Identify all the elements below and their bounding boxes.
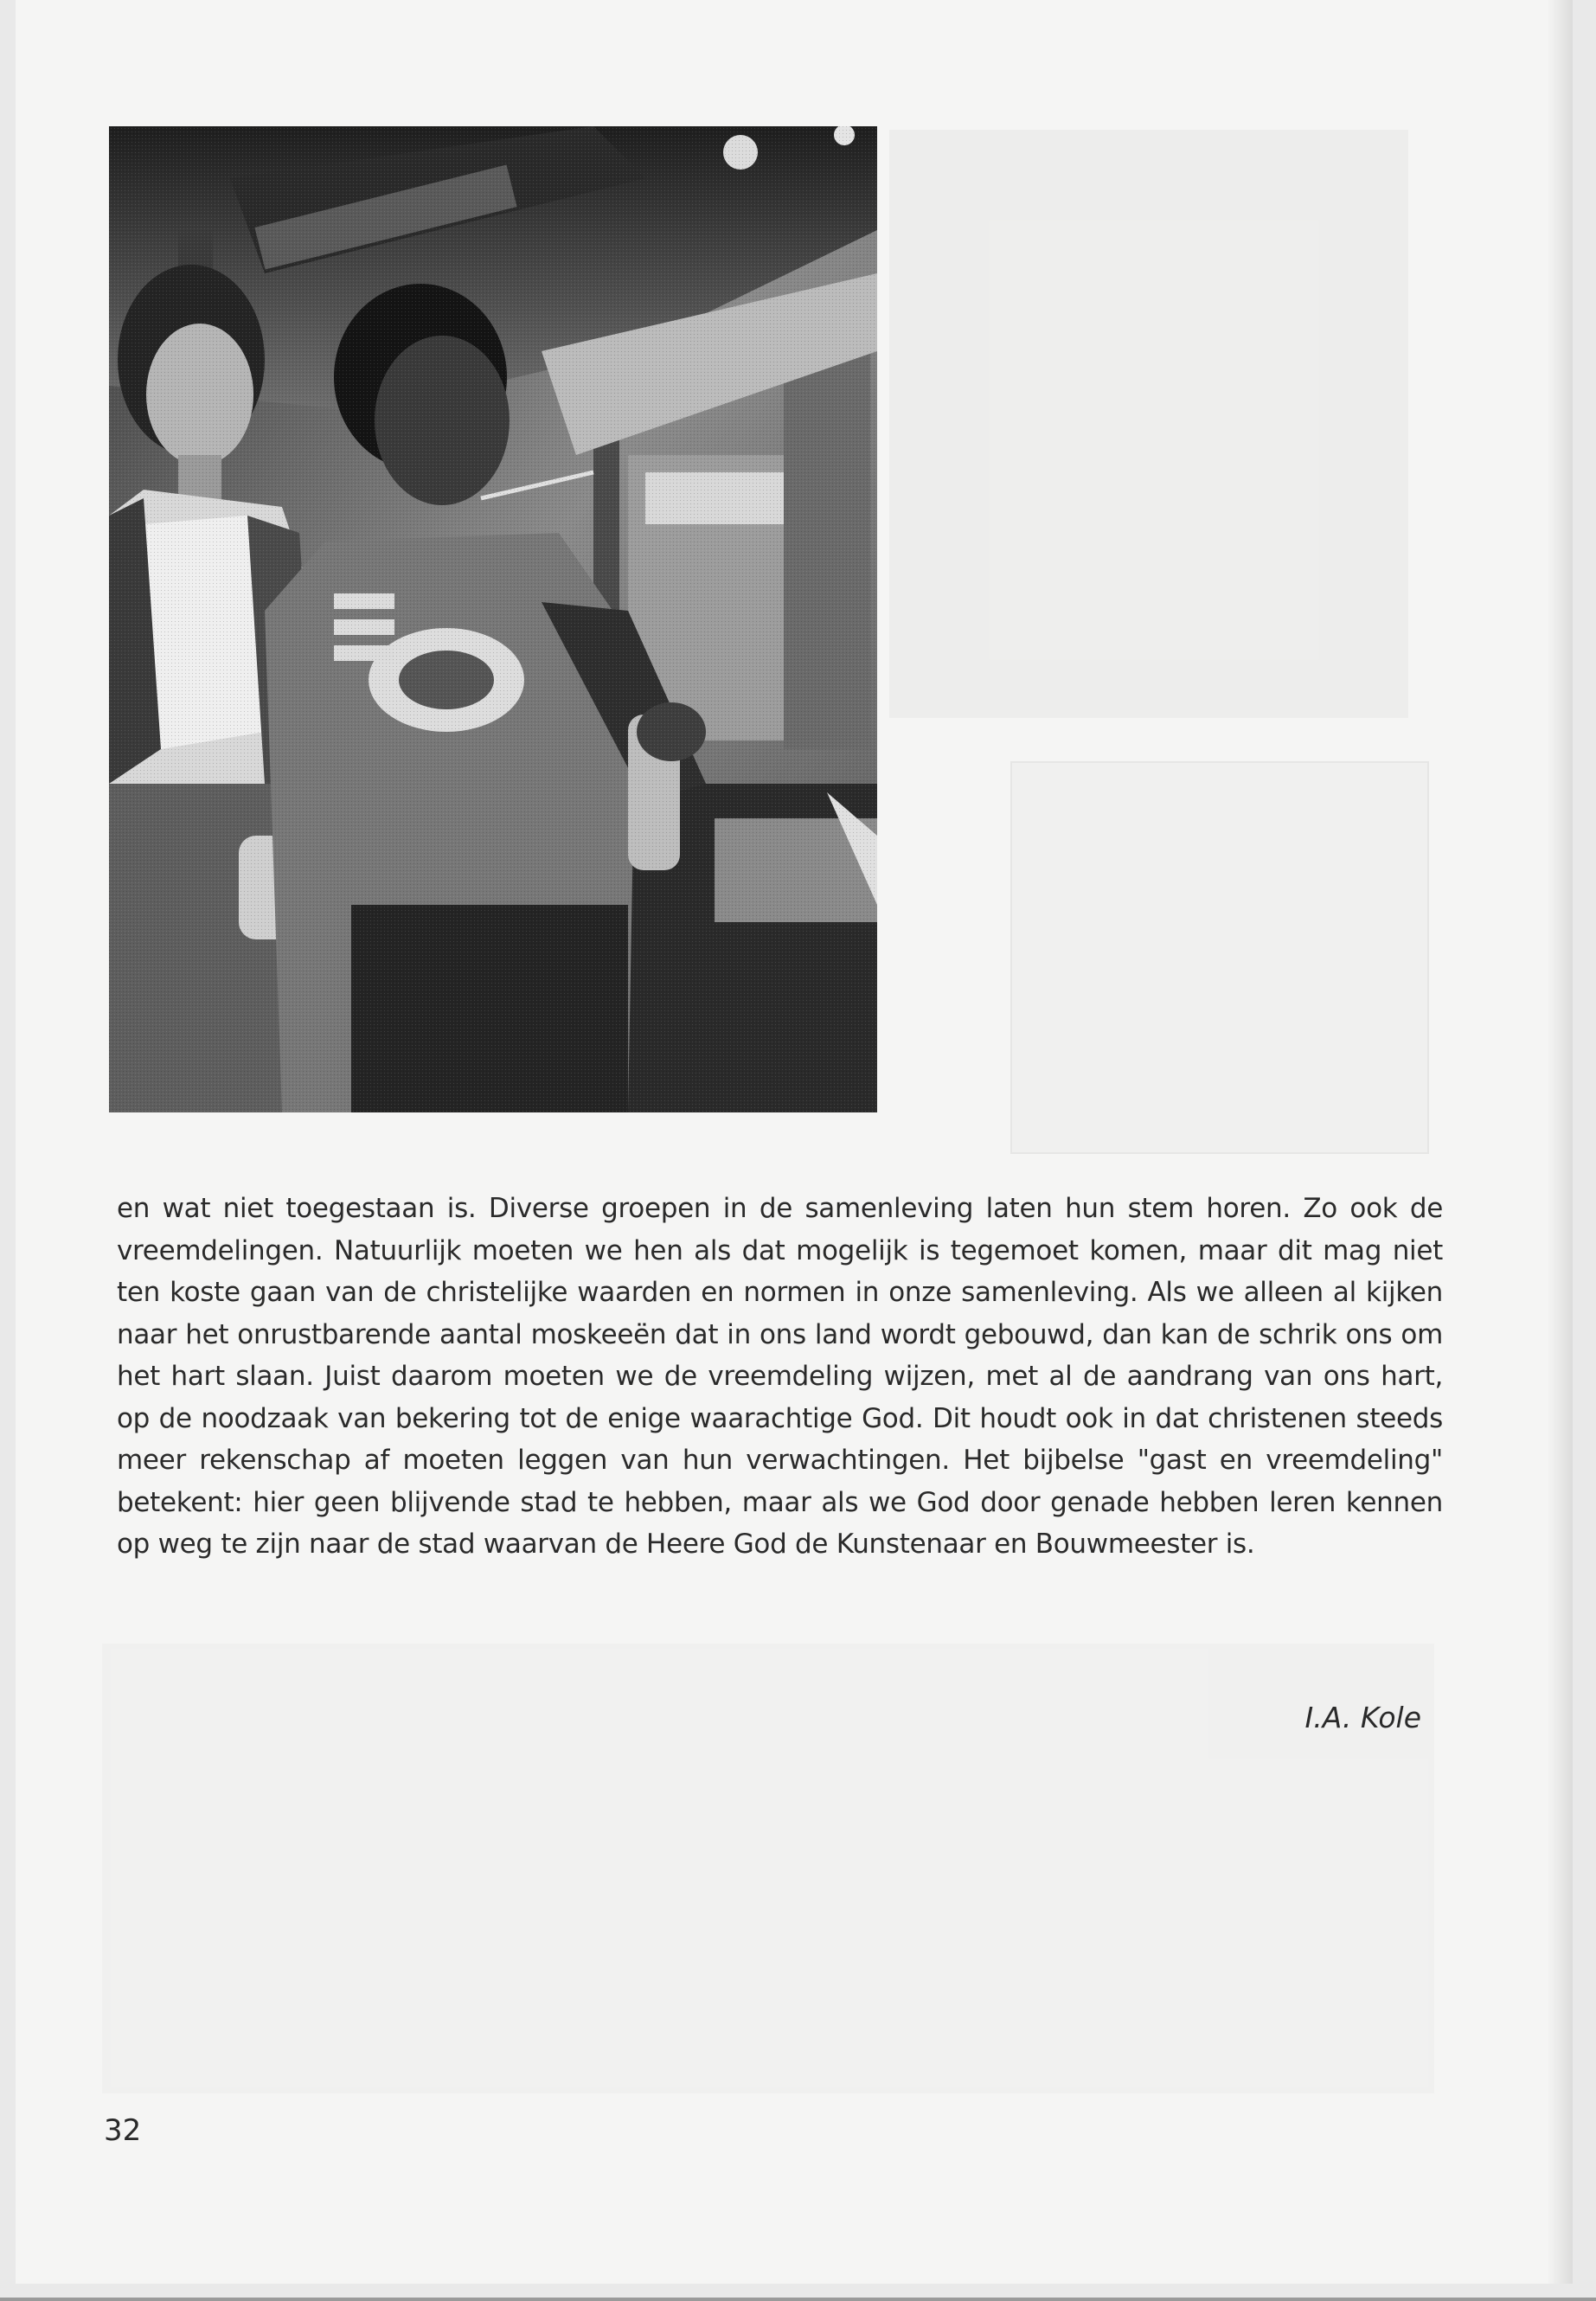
page-number: 32 <box>104 2113 142 2148</box>
document-page <box>16 0 1573 2284</box>
photo-two-young-men-at-station <box>109 126 877 1112</box>
show-through-block <box>102 1644 1434 2093</box>
author-signature: I.A. Kole <box>1304 1701 1421 1734</box>
show-through-block <box>889 130 1408 718</box>
show-through-block <box>1010 761 1429 1154</box>
article-paragraph: en wat niet toegestaan is. Diverse groepen in de samenleving laten hun stem horen. Zo ook de vreemdelingen. Natuurlijk moeten we hen als dat mogelijk is tegemoet komen, maar dit mag niet ten koste gaan van de christelijke waarden en normen in onze samenleving. Als we alleen al kijken naar het onrustbarende aantal moskeeën dat in ons land wordt gebouwd, dan kan de schrik ons om het hart slaan. Juist daarom moeten we de vreemdeling wijzen, met al de aandrang van ons hart, op de noodzaak van bekering tot de enige waarachtige God. Dit houdt ook in dat christenen steeds meer rekenschap af moeten leggen van hun verwachtingen. Het bijbelse "gast en vreemdeling" betekent: hier geen blijvende stad te hebben, maar als we God door genade hebben leren kennen op weg te zijn naar de stad waarvan de Heere God de Kunstenaar en Bouwmeester is. <box>117 1193 1443 1560</box>
bottom-edge <box>0 2298 1596 2301</box>
photo-illustration <box>109 126 877 1112</box>
spine-shadow <box>1547 0 1573 2284</box>
